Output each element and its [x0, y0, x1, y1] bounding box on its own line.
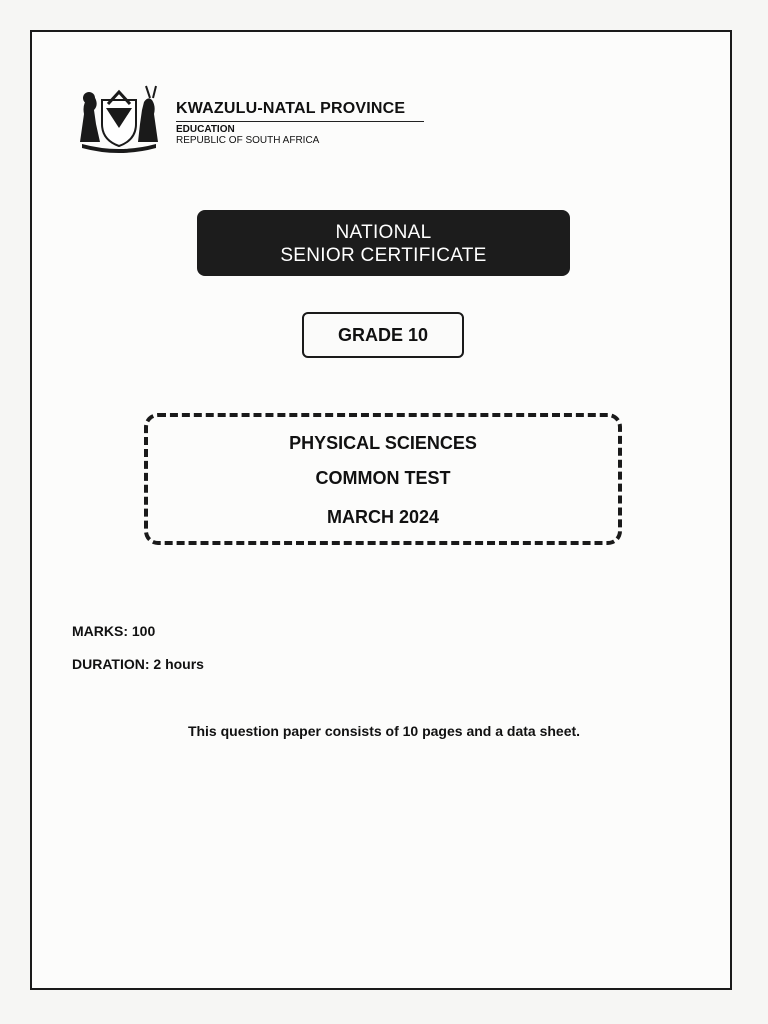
subject-box — [144, 413, 622, 545]
total-marks: MARKS: 100 — [72, 623, 156, 639]
coat-of-arms-icon — [74, 84, 164, 154]
header-rule — [176, 121, 424, 122]
test-name: COMMON TEST — [315, 468, 451, 488]
certificate-banner — [197, 210, 570, 276]
certificate-line-1: NATIONAL — [335, 222, 432, 243]
test-date: MARCH 2024 — [326, 507, 440, 527]
paper-info: This question paper consists of 10 pages and a data sheet. — [187, 723, 581, 739]
country-name: REPUBLIC OF SOUTH AFRICA — [176, 135, 320, 146]
certificate-line-2: SENIOR CERTIFICATE — [280, 245, 487, 266]
department-name: EDUCATION — [176, 124, 235, 135]
province-title: KWAZULU-NATAL PROVINCE — [176, 100, 406, 117]
grade-label: GRADE 10 — [302, 312, 464, 358]
duration: DURATION: 2 hours — [72, 656, 204, 672]
subject-title: PHYSICAL SCIENCES — [289, 433, 477, 453]
